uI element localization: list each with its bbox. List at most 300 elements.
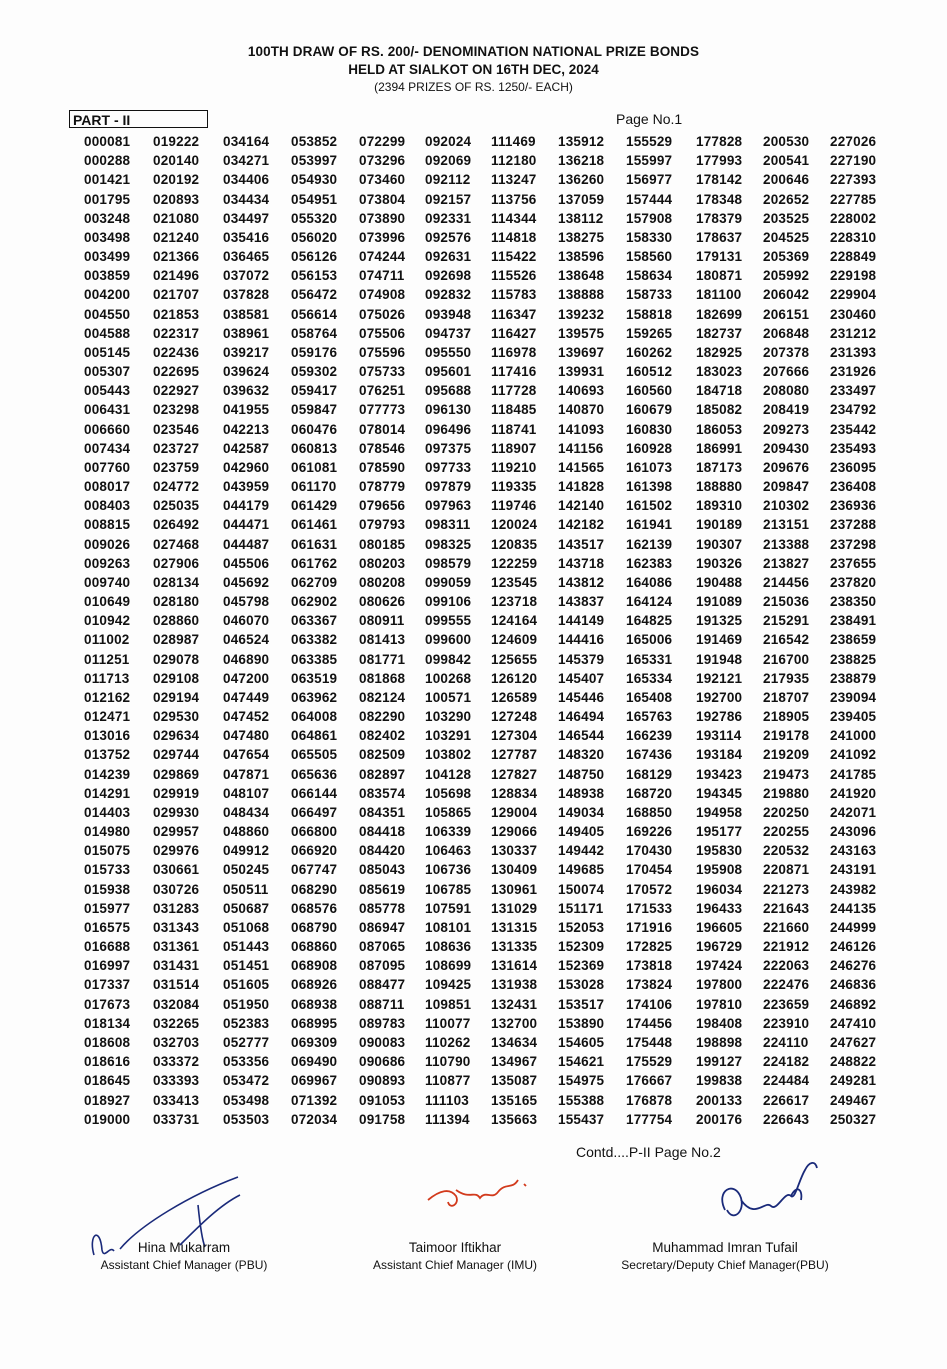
bond-number: 026492 <box>153 517 200 533</box>
bond-number: 082290 <box>359 709 406 725</box>
bond-number: 028860 <box>153 613 200 629</box>
bond-number: 042587 <box>223 440 270 456</box>
bond-number: 190189 <box>696 517 743 533</box>
bond-number: 209847 <box>763 479 810 495</box>
bond-number: 005307 <box>84 364 131 380</box>
bond-number: 161073 <box>626 459 673 475</box>
bond-number: 198898 <box>696 1034 743 1050</box>
bond-number: 158560 <box>626 249 673 265</box>
bond-number: 136218 <box>558 153 605 169</box>
bond-number: 075733 <box>359 364 406 380</box>
bond-number: 059847 <box>291 402 338 418</box>
bond-number: 161502 <box>626 498 673 514</box>
bond-number: 238879 <box>830 670 877 686</box>
bond-number: 149034 <box>558 804 605 820</box>
bond-number: 209273 <box>763 421 810 437</box>
bond-number: 080626 <box>359 594 406 610</box>
bond-number: 244999 <box>830 919 877 935</box>
bond-number: 075026 <box>359 306 406 322</box>
bond-number: 090893 <box>359 1073 406 1089</box>
bond-number: 029634 <box>153 728 200 744</box>
bond-number: 004550 <box>84 306 131 322</box>
bond-number: 174456 <box>626 1015 673 1031</box>
bond-number: 115526 <box>491 268 537 284</box>
bond-number: 139931 <box>558 364 605 380</box>
bond-number: 190307 <box>696 536 743 552</box>
bond-number: 019000 <box>84 1111 131 1127</box>
bond-number: 063962 <box>291 689 338 705</box>
bond-number: 154621 <box>558 1054 605 1070</box>
bond-number: 220532 <box>763 843 810 859</box>
bond-number: 194958 <box>696 804 743 820</box>
bond-number: 132700 <box>491 1015 538 1031</box>
bond-number: 098311 <box>425 517 471 533</box>
bond-number: 219880 <box>763 785 810 801</box>
bond-number: 116427 <box>491 325 537 341</box>
bond-number: 068908 <box>291 958 338 974</box>
bond-number: 029957 <box>153 824 200 840</box>
bond-number: 177828 <box>696 134 743 149</box>
bond-number: 060813 <box>291 440 338 456</box>
bond-number: 082897 <box>359 766 406 782</box>
bond-number: 160928 <box>626 440 673 456</box>
bond-number: 018608 <box>84 1034 131 1050</box>
bond-number: 069967 <box>291 1073 338 1089</box>
bond-number: 223910 <box>763 1015 810 1031</box>
bond-number: 194345 <box>696 785 743 801</box>
bond-number: 114344 <box>491 210 537 226</box>
bond-number: 183023 <box>696 364 743 380</box>
bond-number: 174106 <box>626 996 673 1012</box>
bond-number: 050687 <box>223 900 270 916</box>
bond-number: 056614 <box>291 306 338 322</box>
bond-number: 056126 <box>291 249 338 265</box>
bond-number: 068938 <box>291 996 338 1012</box>
bond-number: 000288 <box>84 153 131 169</box>
bond-number: 020893 <box>153 191 200 207</box>
bond-number: 015977 <box>84 900 131 916</box>
bond-number: 082402 <box>359 728 406 744</box>
bond-number: 029976 <box>153 843 200 859</box>
bond-number: 023727 <box>153 440 200 456</box>
bond-number: 118907 <box>491 440 537 456</box>
bond-number: 193184 <box>696 747 743 763</box>
bond-number: 157908 <box>626 210 673 226</box>
bond-number: 113247 <box>491 172 537 188</box>
bond-number: 125655 <box>491 651 538 667</box>
bond-number: 106736 <box>425 862 472 878</box>
bond-number: 103290 <box>425 709 472 725</box>
bond-number: 010942 <box>84 613 131 629</box>
bond-number: 064861 <box>291 728 338 744</box>
bond-number: 165334 <box>626 670 673 686</box>
bond-number: 050511 <box>223 881 269 897</box>
bond-number: 155388 <box>558 1092 605 1108</box>
bond-number: 198408 <box>696 1015 743 1031</box>
bond-number: 145446 <box>558 689 605 705</box>
bond-number: 029744 <box>153 747 200 763</box>
bond-number: 011251 <box>84 651 130 667</box>
bond-number: 148320 <box>558 747 605 763</box>
bond-number: 190326 <box>696 555 743 571</box>
bond-number: 186053 <box>696 421 743 437</box>
bond-number: 243096 <box>830 824 877 840</box>
bond-number: 073804 <box>359 191 406 207</box>
bond-number: 206848 <box>763 325 810 341</box>
bond-number: 017337 <box>84 977 131 993</box>
bond-number: 223659 <box>763 996 810 1012</box>
bond-number: 056020 <box>291 229 338 245</box>
bond-number: 094737 <box>425 325 472 341</box>
bond-number: 165006 <box>626 632 673 648</box>
bond-number: 080911 <box>359 613 405 629</box>
bond-number: 119746 <box>491 498 537 514</box>
bond-number: 248822 <box>830 1054 877 1070</box>
bond-number: 169226 <box>626 824 673 840</box>
bond-number: 151171 <box>558 900 604 916</box>
bond-number: 068860 <box>291 939 338 955</box>
bond-number: 134634 <box>491 1034 538 1050</box>
bond-number: 097733 <box>425 459 472 475</box>
bond-number: 135165 <box>491 1092 538 1108</box>
bond-number: 126589 <box>491 689 538 705</box>
bond-number: 065636 <box>291 766 338 782</box>
bond-number: 051443 <box>223 939 270 955</box>
bond-number: 078590 <box>359 459 406 475</box>
bond-number: 116347 <box>491 306 537 322</box>
bond-number: 006431 <box>84 402 131 418</box>
bond-number: 117728 <box>491 383 537 399</box>
bond-number: 045692 <box>223 574 270 590</box>
bond-number: 025035 <box>153 498 200 514</box>
bond-number: 039632 <box>223 383 270 399</box>
bond-number: 155437 <box>558 1111 605 1127</box>
bond-number: 131315 <box>491 919 538 935</box>
bond-number: 104128 <box>425 766 472 782</box>
bond-number: 007434 <box>84 440 131 456</box>
signatory-3-role: Secretary/Deputy Chief Manager(PBU) <box>621 1258 829 1272</box>
bond-number: 016575 <box>84 919 131 935</box>
bond-number: 195177 <box>696 824 743 840</box>
bond-number: 203525 <box>763 210 810 226</box>
bond-number: 033413 <box>153 1092 200 1108</box>
bond-number: 116978 <box>491 344 537 360</box>
bond-number: 243163 <box>830 843 877 859</box>
bond-number: 018616 <box>84 1054 131 1070</box>
bond-number: 106339 <box>425 824 472 840</box>
bond-number: 111103 <box>425 1092 470 1108</box>
bond-number: 115422 <box>491 249 537 265</box>
bond-number: 053356 <box>223 1054 270 1070</box>
bond-number: 123718 <box>491 594 538 610</box>
bond-number: 143837 <box>558 594 605 610</box>
bond-number: 213827 <box>763 555 810 571</box>
bond-number: 236095 <box>830 459 877 475</box>
bond-number: 143812 <box>558 574 605 590</box>
bond-number: 032703 <box>153 1034 200 1050</box>
bond-number: 149442 <box>558 843 605 859</box>
bond-number: 062902 <box>291 594 338 610</box>
bond-number: 023759 <box>153 459 200 475</box>
signatory-1-name: Hina Mukarram <box>137 1240 231 1255</box>
bond-number: 044471 <box>223 517 270 533</box>
bond-number: 110262 <box>425 1034 471 1050</box>
bond-number: 097375 <box>425 440 472 456</box>
bond-number: 136260 <box>558 172 605 188</box>
bond-number: 011713 <box>84 670 130 686</box>
bond-number: 197800 <box>696 977 743 993</box>
signatory-2-role: Assistant Chief Manager (IMU) <box>372 1258 538 1272</box>
bond-number: 091053 <box>359 1092 406 1108</box>
bond-number: 020140 <box>153 153 200 169</box>
bond-number: 074908 <box>359 287 406 303</box>
bond-number: 021496 <box>153 268 200 284</box>
bond-number: 164124 <box>626 594 673 610</box>
bond-number: 197810 <box>696 996 743 1012</box>
bond-number: 062709 <box>291 574 338 590</box>
bond-number: 099842 <box>425 651 472 667</box>
bond-number: 012162 <box>84 689 131 705</box>
bond-number: 182737 <box>696 325 743 341</box>
bond-number: 130409 <box>491 862 538 878</box>
bond-number: 205369 <box>763 249 810 265</box>
bond-number: 247627 <box>830 1034 877 1050</box>
bond-number: 087095 <box>359 958 406 974</box>
bond-number: 247410 <box>830 1015 877 1031</box>
bond-number: 061429 <box>291 498 338 514</box>
bond-number: 022695 <box>153 364 200 380</box>
bond-number: 144416 <box>558 632 605 648</box>
bond-number: 065505 <box>291 747 338 763</box>
bond-number: 073460 <box>359 172 406 188</box>
bond-number: 191469 <box>696 632 743 648</box>
bond-number: 013016 <box>84 728 131 744</box>
bond-number: 135912 <box>558 134 605 149</box>
bond-number: 047654 <box>223 747 270 763</box>
bond-number: 073996 <box>359 229 406 245</box>
bond-number-grid <box>0 134 947 1134</box>
bond-number: 138275 <box>558 229 605 245</box>
bond-number: 081413 <box>359 632 406 648</box>
bond-number: 126120 <box>491 670 538 686</box>
bond-number: 058764 <box>291 325 338 341</box>
bond-number: 087065 <box>359 939 406 955</box>
bond-number: 170454 <box>626 862 673 878</box>
bond-number: 210302 <box>763 498 810 514</box>
bond-number: 219209 <box>763 747 810 763</box>
bond-number: 242071 <box>830 804 877 820</box>
bond-number: 115783 <box>491 287 537 303</box>
bond-number: 234792 <box>830 402 877 418</box>
bond-number: 144149 <box>558 613 605 629</box>
bond-number: 153517 <box>558 996 605 1012</box>
bond-number: 028134 <box>153 574 200 590</box>
bond-number: 156977 <box>626 172 673 188</box>
bond-number: 038961 <box>223 325 270 341</box>
bond-number: 146544 <box>558 728 605 744</box>
bond-number: 106463 <box>425 843 472 859</box>
bond-number: 158634 <box>626 268 673 284</box>
bond-number: 178637 <box>696 229 743 245</box>
bond-number: 029530 <box>153 709 200 725</box>
bond-number: 021366 <box>153 249 200 265</box>
bond-number: 249467 <box>830 1092 877 1108</box>
bond-number: 069309 <box>291 1034 338 1050</box>
bond-number: 006660 <box>84 421 131 437</box>
bond-number: 018645 <box>84 1073 131 1089</box>
bond-number: 097963 <box>425 498 472 514</box>
bond-number: 022927 <box>153 383 200 399</box>
bond-number: 118485 <box>491 402 537 418</box>
bond-number: 220255 <box>763 824 810 840</box>
bond-number: 082509 <box>359 747 406 763</box>
bond-number: 219473 <box>763 766 810 782</box>
bond-number: 120024 <box>491 517 538 533</box>
bond-number: 045506 <box>223 555 270 571</box>
bond-number: 077773 <box>359 402 406 418</box>
bond-number: 066800 <box>291 824 338 840</box>
bond-number: 149405 <box>558 824 605 840</box>
bond-number: 117416 <box>491 364 537 380</box>
bond-number: 227393 <box>830 172 877 188</box>
bond-number: 155997 <box>626 153 673 169</box>
bond-number: 127787 <box>491 747 538 763</box>
bond-number: 206042 <box>763 287 810 303</box>
bond-number: 098325 <box>425 536 472 552</box>
bond-number: 075596 <box>359 344 406 360</box>
bond-number: 140693 <box>558 383 605 399</box>
bond-number: 056472 <box>291 287 338 303</box>
bond-number: 108101 <box>425 919 472 935</box>
bond-number: 084418 <box>359 824 406 840</box>
bond-number: 045798 <box>223 594 270 610</box>
bond-number: 118741 <box>491 421 537 437</box>
bond-number: 181100 <box>696 287 742 303</box>
bond-number: 078014 <box>359 421 406 437</box>
bond-number: 004200 <box>84 287 131 303</box>
bond-number: 173824 <box>626 977 673 993</box>
bond-number: 061170 <box>291 479 337 495</box>
bond-number: 103802 <box>425 747 472 763</box>
bond-number: 003499 <box>84 249 131 265</box>
bond-number: 019222 <box>153 134 200 149</box>
signatory-1-role: Assistant Chief Manager (PBU) <box>100 1258 268 1272</box>
bond-number: 190488 <box>696 574 743 590</box>
bond-number: 218707 <box>763 689 810 705</box>
bond-number: 071392 <box>291 1092 338 1108</box>
bond-number: 191089 <box>696 594 743 610</box>
bond-number: 142140 <box>558 498 605 514</box>
bond-number: 076251 <box>359 383 406 399</box>
bond-number: 192700 <box>696 689 743 705</box>
bond-number: 209430 <box>763 440 810 456</box>
bond-number: 208419 <box>763 402 810 418</box>
bond-number: 051950 <box>223 996 270 1012</box>
bond-number: 188880 <box>696 479 743 495</box>
bond-number: 031283 <box>153 900 200 916</box>
bond-number: 050245 <box>223 862 270 878</box>
bond-number: 139697 <box>558 344 605 360</box>
bond-number: 238491 <box>830 613 877 629</box>
bond-number: 063519 <box>291 670 338 686</box>
bond-number: 014403 <box>84 804 131 820</box>
bond-number: 131614 <box>491 958 538 974</box>
bond-number: 218905 <box>763 709 810 725</box>
bond-number: 217935 <box>763 670 810 686</box>
bond-number: 047200 <box>223 670 270 686</box>
bond-number: 141156 <box>558 440 604 456</box>
bond-number: 170430 <box>626 843 673 859</box>
bond-number: 003859 <box>84 268 131 284</box>
bond-number: 016997 <box>84 958 131 974</box>
bond-number: 238825 <box>830 651 877 667</box>
bond-number: 178142 <box>696 172 743 188</box>
bond-number: 046070 <box>223 613 270 629</box>
bond-number: 015075 <box>84 843 131 859</box>
bond-number: 160830 <box>626 421 673 437</box>
bond-number: 068576 <box>291 900 338 916</box>
bond-number: 113756 <box>491 191 537 207</box>
bond-number: 122259 <box>491 555 538 571</box>
bond-number: 004588 <box>84 325 131 341</box>
bond-number: 048107 <box>223 785 270 801</box>
bond-number: 143517 <box>558 536 605 552</box>
bond-number: 142182 <box>558 517 605 533</box>
signatory-1 <box>64 1240 304 1272</box>
bond-number: 073296 <box>359 153 406 169</box>
bond-number: 092024 <box>425 134 472 149</box>
bond-number: 022317 <box>153 325 200 341</box>
bond-number: 224110 <box>763 1034 809 1050</box>
bond-number: 187173 <box>696 459 743 475</box>
bond-number: 074244 <box>359 249 406 265</box>
bond-number: 228002 <box>830 210 877 226</box>
bond-number: 154975 <box>558 1073 605 1089</box>
bond-number: 008815 <box>84 517 131 533</box>
bond-number: 202652 <box>763 191 810 207</box>
bond-number: 047449 <box>223 689 270 705</box>
bond-number: 173818 <box>626 958 673 974</box>
bond-number: 014291 <box>84 785 131 801</box>
bond-number: 078779 <box>359 479 406 495</box>
bond-number: 043959 <box>223 479 270 495</box>
bond-number: 092832 <box>425 287 472 303</box>
bond-number: 023546 <box>153 421 200 437</box>
bond-number: 157444 <box>626 191 673 207</box>
bond-number: 200133 <box>696 1092 743 1108</box>
bond-number: 066920 <box>291 843 338 859</box>
bond-number: 158818 <box>626 306 673 322</box>
bond-number: 041955 <box>223 402 270 418</box>
bond-number: 085778 <box>359 900 406 916</box>
bond-number: 078546 <box>359 440 406 456</box>
bond-number: 053498 <box>223 1092 270 1108</box>
bond-number: 009740 <box>84 574 131 590</box>
bond-number: 170572 <box>626 881 673 897</box>
bond-number: 036465 <box>223 249 270 265</box>
bond-number: 092698 <box>425 268 472 284</box>
bond-number: 080185 <box>359 536 406 552</box>
bond-number: 246126 <box>830 939 877 955</box>
bond-number: 200646 <box>763 172 810 188</box>
bond-number: 162139 <box>626 536 673 552</box>
bond-number: 099106 <box>425 594 472 610</box>
bond-number: 047480 <box>223 728 270 744</box>
bond-number: 021853 <box>153 306 200 322</box>
bond-number: 042960 <box>223 459 270 475</box>
bond-number: 226643 <box>763 1111 810 1127</box>
bond-number: 048434 <box>223 804 270 820</box>
